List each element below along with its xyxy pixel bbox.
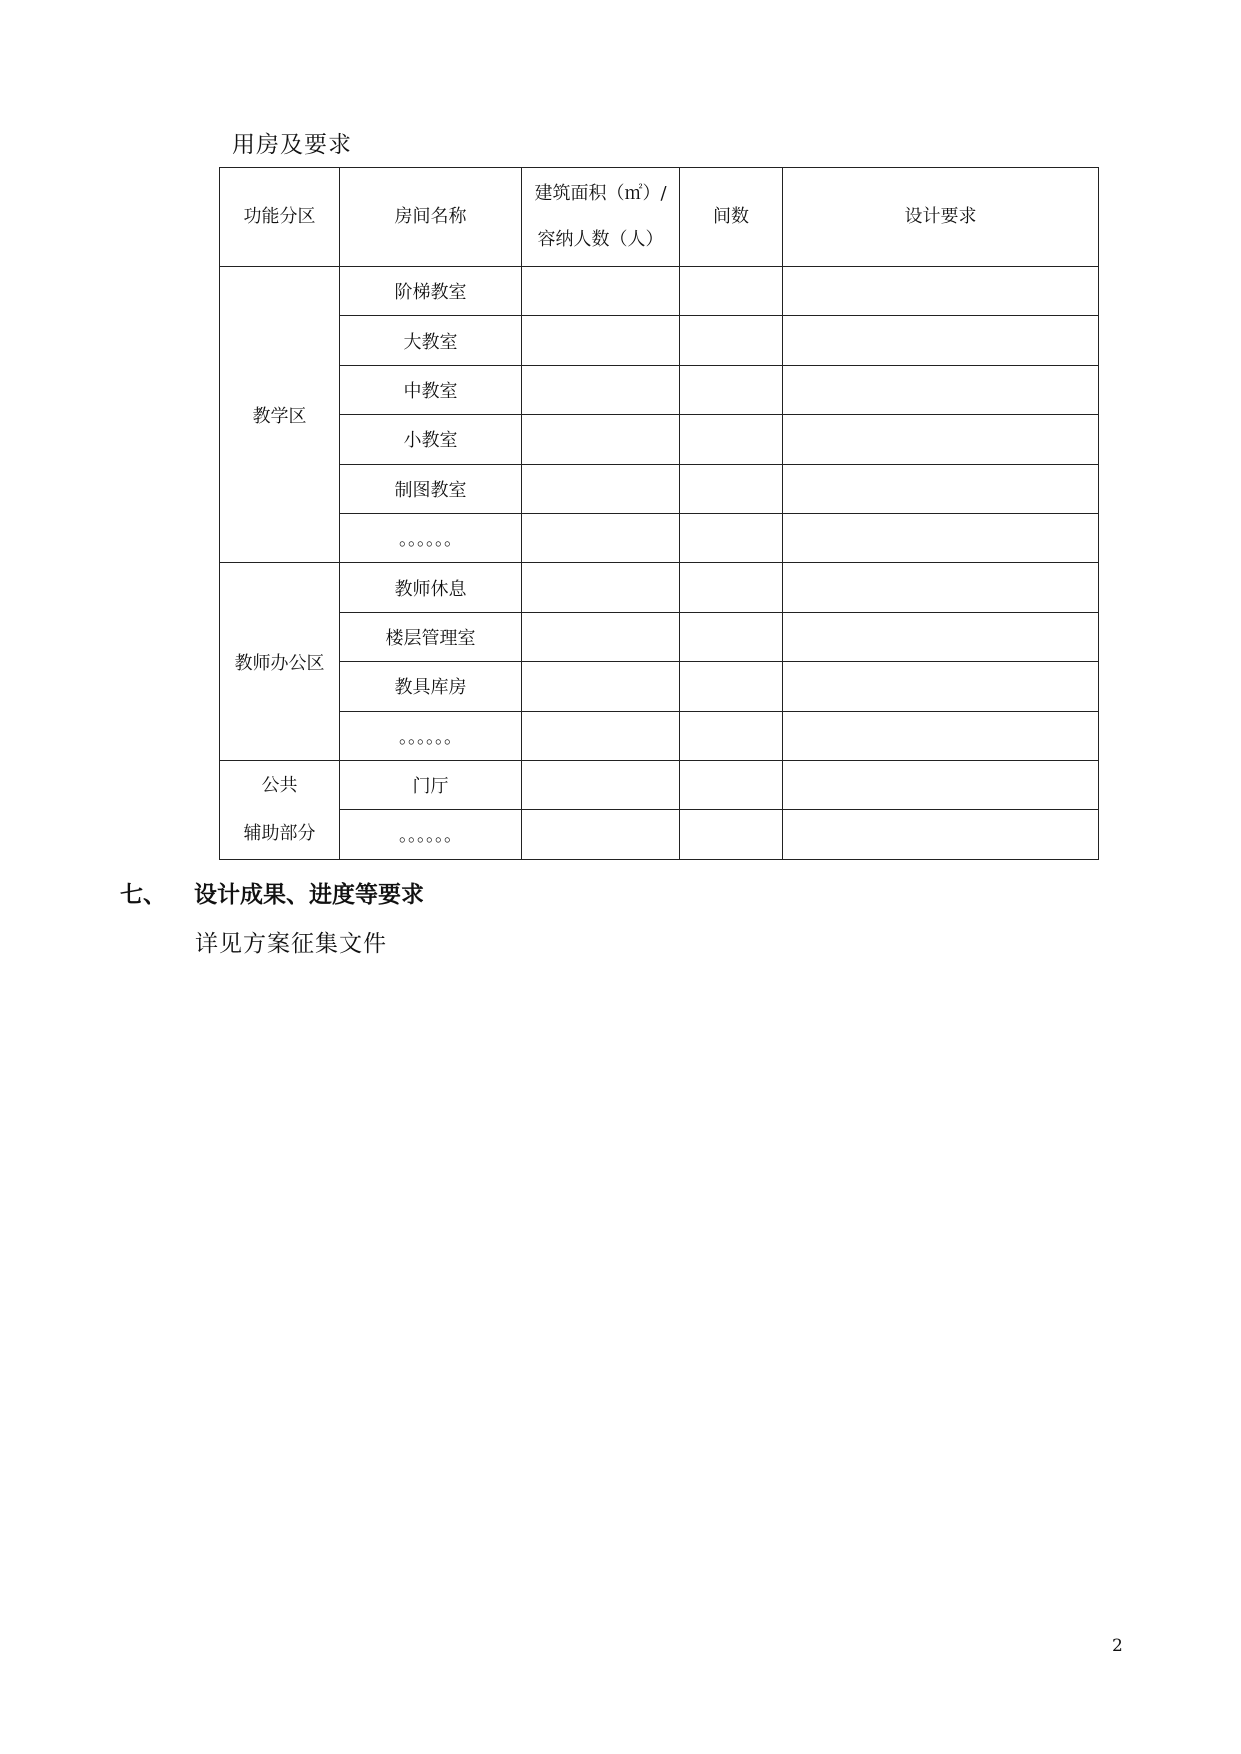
page-number: 2: [1112, 1636, 1123, 1656]
section-7-heading: [120, 876, 424, 909]
area-cell: [522, 612, 680, 661]
room-requirements-table: [219, 167, 1099, 860]
table-row: [220, 563, 1099, 612]
requirements-cell: [783, 612, 1099, 661]
requirements-cell: [783, 711, 1099, 760]
requirements-cell: [783, 267, 1099, 316]
requirements-cell: [783, 365, 1099, 414]
room-name: 。。。。。。: [340, 711, 522, 760]
table-row: [220, 267, 1099, 316]
zone-public-auxiliary: [220, 760, 340, 859]
area-cell: [522, 810, 680, 859]
area-cell: [522, 662, 680, 711]
header-requirements: 设计要求: [783, 168, 1099, 267]
count-cell: [680, 662, 783, 711]
table-row: [220, 415, 1099, 464]
requirements-cell: [783, 810, 1099, 859]
table-row: [220, 810, 1099, 859]
area-cell: [522, 711, 680, 760]
area-cell: [522, 267, 680, 316]
room-name: 小教室: [340, 415, 522, 464]
room-name: 阶梯教室: [340, 267, 522, 316]
header-zone: 功能分区: [220, 168, 340, 267]
header-area-line2: 容纳人数（人）: [537, 229, 664, 250]
count-cell: [680, 810, 783, 859]
room-name: 大教室: [340, 316, 522, 365]
count-cell: [680, 760, 783, 809]
requirements-cell: [783, 464, 1099, 513]
table-row: [220, 513, 1099, 562]
count-cell: [680, 711, 783, 760]
table-row: [220, 612, 1099, 661]
count-cell: [680, 365, 783, 414]
count-cell: [680, 267, 783, 316]
area-cell: [522, 415, 680, 464]
room-name: 教师休息: [340, 563, 522, 612]
count-cell: [680, 563, 783, 612]
room-name: 。。。。。。: [340, 513, 522, 562]
header-count: 间数: [680, 168, 783, 267]
room-name: 楼层管理室: [340, 612, 522, 661]
area-cell: [522, 316, 680, 365]
requirements-cell: [783, 316, 1099, 365]
zone-public-line1: 公共: [261, 774, 298, 796]
table-row: [220, 365, 1099, 414]
table-row: [220, 464, 1099, 513]
zone-teaching: 教学区: [220, 267, 340, 563]
section-7-number: 七、: [120, 882, 166, 908]
requirements-cell: [783, 415, 1099, 464]
zone-public-line2: 辅助部分: [243, 822, 316, 844]
table-header-row: [220, 168, 1099, 267]
area-cell: [522, 365, 680, 414]
area-cell: [522, 513, 680, 562]
header-room-name: 房间名称: [340, 168, 522, 267]
room-name: 门厅: [340, 760, 522, 809]
table-row: [220, 711, 1099, 760]
header-area-capacity: [522, 168, 680, 267]
table-row: [220, 316, 1099, 365]
room-name: 制图教室: [340, 464, 522, 513]
requirements-cell: [783, 563, 1099, 612]
count-cell: [680, 612, 783, 661]
count-cell: [680, 316, 783, 365]
section-7-title: 设计成果、进度等要求: [194, 882, 424, 908]
count-cell: [680, 464, 783, 513]
requirements-cell: [783, 662, 1099, 711]
count-cell: [680, 415, 783, 464]
zone-teacher-office: 教师办公区: [220, 563, 340, 761]
room-name: 中教室: [340, 365, 522, 414]
area-cell: [522, 464, 680, 513]
room-name: 。。。。。。: [340, 810, 522, 859]
table-row: [220, 662, 1099, 711]
area-cell: [522, 563, 680, 612]
table-intro-label: 用房及要求: [232, 132, 352, 158]
section-7-body: 详见方案征集文件: [195, 931, 387, 957]
count-cell: [680, 513, 783, 562]
requirements-cell: [783, 760, 1099, 809]
room-name: 教具库房: [340, 662, 522, 711]
header-area-line1: 建筑面积（㎡）/: [534, 183, 667, 204]
requirements-cell: [783, 513, 1099, 562]
table-row: [220, 760, 1099, 809]
area-cell: [522, 760, 680, 809]
